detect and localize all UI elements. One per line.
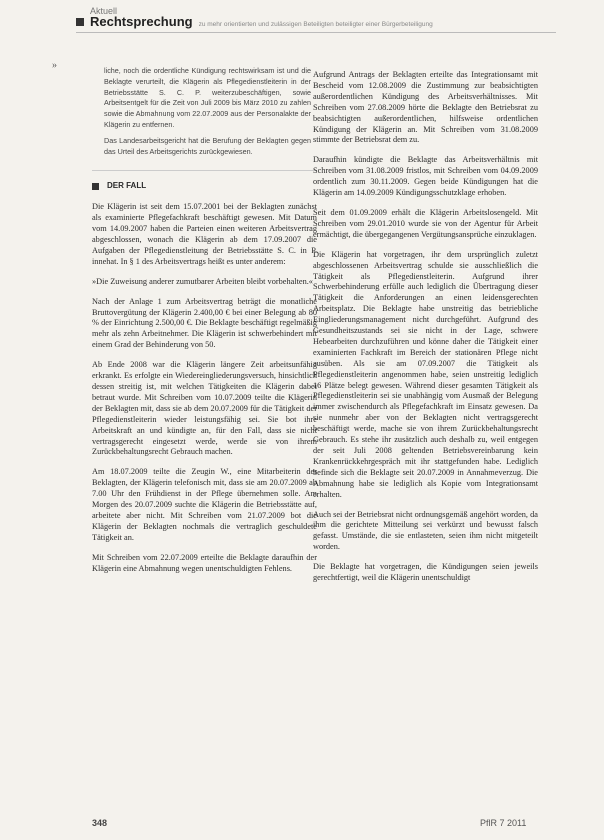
leitsatz-paragraph: liche, noch die ordentliche Kündigung rechtswirksam ist und die Beklagte verurteilt, die Klägerin als Pflegedienstleiterin in der Betriebsstätte S. C. P. weiterzubeschäftigen, sowie Arbeitsentgelt für die Zeit von Juli 2009 bis März 2010 zu zahlen sowie die Abmahnung vom 22.07.2009 aus der Personalakte der Klägerin zu entfernen. [104, 66, 311, 129]
body-paragraph: Daraufhin kündigte die Beklagte das Arbeitsverhältnis mit Schreiben vom 31.08.2009 fristlos, mit Schreiben vom 04.09.2009 ordentlich zum 30.11.2009. Gegen beide Kündigungen hat die Klägerin am 14.09.2009 Kündigungsschutzklage erhoben. [313, 155, 538, 198]
body-paragraph: Mit Schreiben vom 22.07.2009 erteilte die Beklagte daraufhin der Klägerin eine Abmahnung wegen unentschuldigten Fehlens. [92, 552, 317, 573]
section-heading [92, 181, 317, 192]
body-paragraph: Seit dem 01.09.2009 erhält die Klägerin Arbeitslosengeld. Mit Schreiben vom 29.01.2010 wurde sie von der Agentur für Arbeit ermächtigt, die übergegangenen Vergütungsansprüche einzuklagen. [313, 207, 538, 239]
body-paragraph: Die Klägerin ist seit dem 15.07.2001 bei der Beklagten zunächst als examinierte Pflegefachkraft beschäftigt gewesen. Mit Datum vom 14.09.2007 haben die Parteien einen weiteren Arbeitsvertrag abgeschlossen, wonach die Klägerin ab dem 17.09.2007 die Aufgaben der Pflegedienstleitung der Betriebsstätte S. C. in P. innehat. In § 1 des Arbeitsvertrags heißt es unter anderem: [92, 202, 317, 266]
margin-marker: » [52, 60, 57, 71]
section-heading-label: DER FALL [107, 181, 147, 191]
body-paragraph: Ab Ende 2008 war die Klägerin längere Zeit arbeitsunfähig erkrankt. Es erfolgte ein Wiedereingliederungsversuch, hinsichtlich dessen streitig ist, mit welchen Tätigkeiten die Klägerin dabei betraut wurde. Mit Schreiben vom 10.07.2009 teilte die Klägerin der Beklagten mit, dass sie ab dem 20.07.2009 für die Tätigkeit der Pflegedienstleiterin wieder leistungsfähig sei. Sie bot ihre Arbeitskraft an und kündigte an, für den Fall, dass sie nicht vertragsgerecht eingesetzt werde, werde sie von ihrem Zurückbehaltungsrecht Gebrauch machen. [92, 360, 317, 457]
body-paragraph: Aufgrund Antrags der Beklagten erteilte das Integrationsamt mit Bescheid vom 12.08.2009 die Zustimmung zur beabsichtigten außerordentlichen Kündigung des Arbeitsverhältnisses. Mit Schreiben vom 27.08.2009 hörte die Beklagte den Betriebsrat zu beabsichtigten außerordentlichen, hilfsweise ordentlichen Kündigung der Klägerin an. Mit Schreiben vom 31.08.2009 stimmte der Betriebsrat dem zu. [313, 70, 538, 145]
page-title: Rechtsprechung [90, 14, 193, 29]
leitsatz-box [92, 66, 317, 171]
quote-paragraph: »Die Zuweisung anderer zumutbarer Arbeiten bleibt vorbehalten.« [92, 276, 313, 286]
left-column [92, 66, 317, 583]
body-paragraph: Am 18.07.2009 teilte die Zeugin W., eine Mitarbeiterin der Beklagten, der Klägerin telefonisch mit, dass sie am 20.07.2009 ab 7.00 Uhr den Frühdienst in der Pflege übernehmen solle. Am Morgen des 20.07.2009 suchte die Klägerin die Betriebsstätte auf, arbeitete aber nicht. Mit Schreiben vom 21.07.2009 bot die Klägerin der Beklagten nochmals die vertraglich geschuldete Tätigkeit an. [92, 467, 317, 542]
header-divider [76, 32, 556, 33]
title-square-icon [76, 18, 84, 26]
body-paragraph: Die Klägerin hat vorgetragen, ihr dem ursprünglich zuletzt abgeschlossenen Arbeitsvertrag schulde sie ausschließlich die Tätigkeit als Pflegedienstleiterin. Aufgrund ihrer Schwerbehinderung erfülle auch lediglich die Übertragung dieser Tätigkeit die Anforderungen an einen leidensgerechten Arbeitsplatz. Die Beklagte habe unstreitig das betriebliche Eingliederungsmanagement nicht durchgeführt. Aufgrund des Gesundheitszustands sei sie nicht in der Lage, schwere Hebearbeiten durchzuführen und könne daher die Tätigkeit einer examinierten Fachkraft im Bereich der stationären Pflege nicht ausüben. Als sie am 07.09.2007 die Tätigkeit als Pflegedienstleiterin angenommen habe, seien unstreitig lediglich 16 Plätze belegt gewesen. Während dieser gesamten Tätigkeit als Pflegedienstleiterin sei sie unabhängig vom Ausmaß der Belegung immer zwischendurch als Pflegefachkraft im Einsatz gewesen. Da sie nunmehr aber von der Beklagten nicht vertragsgerecht beschäftigt werde, mache sie von ihrem Zurückbehaltungsrecht Gebrauch. Es stehe ihr zusätzlich auch deshalb zu, weil entgegen der seit Juli 2008 geltenden Betriebsvereinbarung kein Krankenrückkehrgespräch mit ihr stattgefunden habe. Lediglich befinde sich die Beklagte seit 20.07.2009 in Annahmeverzug. Die Abmahnung habe sie lediglich als Kopie vom Integrationsamt erhalten. [313, 249, 538, 499]
body-paragraph: Auch sei der Betriebsrat nicht ordnungsgemäß angehört worden, da ihm die gerichtete Mitteilung sei verkürzt und bewusst falsch gefasst. Umstände, die sie entlasteten, seien ihm nicht mitgeteilt worden. [313, 509, 538, 552]
journal-issue: PflR 7 2011 [480, 818, 527, 828]
title-row [76, 14, 556, 30]
heading-square-icon [92, 183, 99, 190]
body-paragraph: Nach der Anlage 1 zum Arbeitsvertrag beträgt die monatliche Bruttovergütung der Klägerin 2.400,00 € bei einer Belegung ab 80 % der Einrichtung 2.500,00 €. Die Beklagte beschäftigt regelmäßig mehr als zehn Arbeitnehmer. Die Klägerin ist schwerbehindert mit einem Grad der Behinderung von 50. [92, 296, 317, 350]
page-number: 348 [92, 818, 108, 828]
body-paragraph: Die Beklagte hat vorgetragen, die Kündigungen seien jeweils gerechtfertigt, weil die Klägerin unentschuldigt [313, 562, 538, 583]
right-column [313, 70, 538, 593]
page-subtitle: zu mehr orientierten und zulässigen Beteiligten beteiligter einer Bürgerbeteiligung [198, 21, 433, 28]
page-header [0, 0, 604, 58]
leitsatz-paragraph: Das Landesarbeitsgericht hat die Berufung der Beklagten gegen das Urteil des Arbeitsgerichts zurückgewiesen. [104, 135, 311, 156]
section-label: Aktuell [90, 6, 118, 16]
